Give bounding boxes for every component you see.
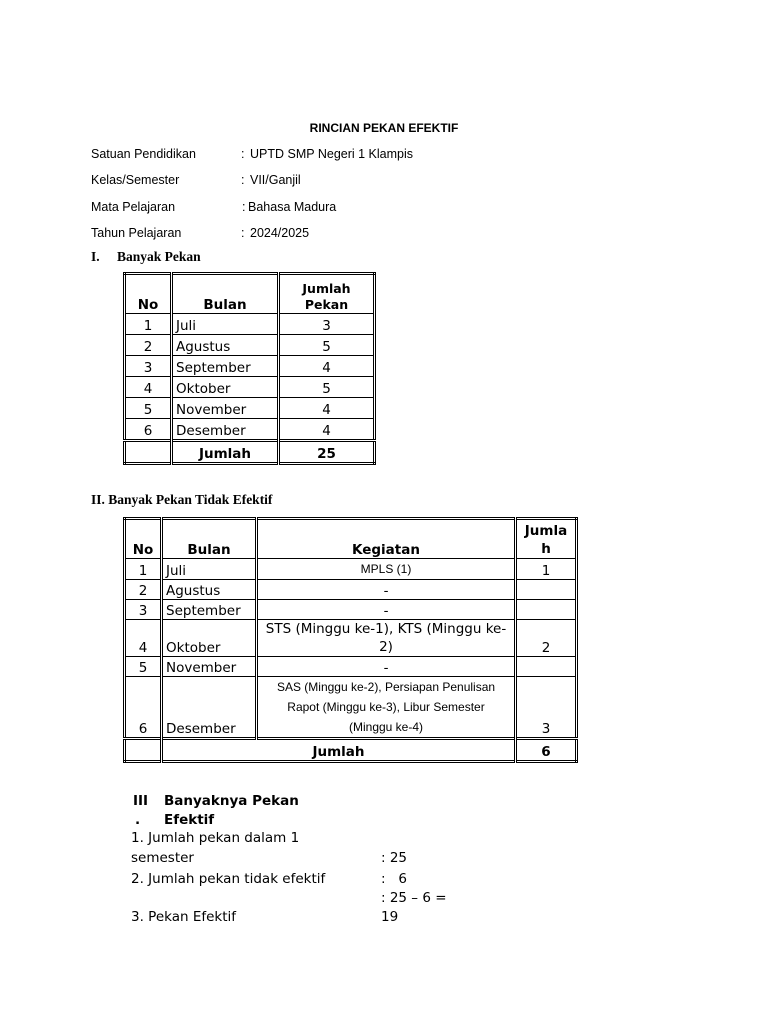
cell-bulan: November <box>162 657 257 677</box>
cell-kegiatan: STS (Minggu ke-1), KTS (Minggu ke-2) <box>257 620 516 657</box>
table-header-row <box>125 519 577 559</box>
cell-bulan: Agustus <box>172 335 279 356</box>
cell-bulan: Desember <box>162 677 257 739</box>
cell-jumlah: 4 <box>279 419 375 441</box>
cell-jumlah: 3 <box>279 314 375 335</box>
table-row <box>125 620 577 657</box>
cell-kegiatan: - <box>257 600 516 620</box>
header-no: No <box>125 519 162 559</box>
cell-jumlah: 4 <box>279 356 375 377</box>
cell-no: 6 <box>125 677 162 739</box>
info-label-mapel: Mata Pelajaran <box>91 200 176 214</box>
info-colon: : <box>242 200 246 214</box>
cell-jumlah: 5 <box>279 335 375 356</box>
cell-bulan: Oktober <box>162 620 257 657</box>
info-colon: : <box>241 226 245 240</box>
info-value-tahun: 2024/2025 <box>250 226 310 240</box>
header-jumlah-pekan: Jumlah Pekan <box>279 274 375 314</box>
effective-item-1-value: : 25 <box>381 850 408 866</box>
section-1-title: Banyak Pekan <box>117 249 201 264</box>
header-jumlah: Jumla h <box>516 519 577 559</box>
effective-item-1: 1. Jumlah pekan dalam 1 <box>131 830 300 846</box>
effective-item-3-value: : 25 – 6 = <box>381 890 447 906</box>
cell-jumlah <box>516 657 577 677</box>
header-bulan: Bulan <box>162 519 257 559</box>
cell-jumlah <box>516 580 577 600</box>
cell-jumlah: 1 <box>516 559 577 580</box>
cell-no: 4 <box>125 620 162 657</box>
section-3-title-line1: Banyaknya Pekan <box>164 793 299 809</box>
cell-no: 5 <box>125 398 172 419</box>
table-row <box>125 559 577 580</box>
header-bulan: Bulan <box>172 274 279 314</box>
total-empty-cell <box>125 441 172 464</box>
info-value-satuan: UPTD SMP Negeri 1 Klampis <box>250 147 414 161</box>
effective-item-3: 3. Pekan Efektif <box>131 909 237 925</box>
cell-no: 2 <box>125 580 162 600</box>
header-kegiatan: Kegiatan <box>257 519 516 559</box>
info-label-kelas: Kelas/Semester <box>91 173 180 187</box>
section-2-title: II. Banyak Pekan Tidak Efektif <box>91 492 273 507</box>
cell-no: 1 <box>125 314 172 335</box>
table-row <box>125 600 577 620</box>
table-row <box>125 335 375 356</box>
cell-jumlah: 2 <box>516 620 577 657</box>
cell-no: 1 <box>125 559 162 580</box>
pekan-tidak-efektif-table <box>123 517 578 763</box>
cell-bulan: Oktober <box>172 377 279 398</box>
cell-jumlah: 4 <box>279 398 375 419</box>
effective-item-2-value: : 6 <box>381 871 408 887</box>
cell-jumlah: 5 <box>279 377 375 398</box>
table-row <box>125 377 375 398</box>
table-row <box>125 419 375 441</box>
section-3-dot: . <box>135 812 141 828</box>
cell-no: 5 <box>125 657 162 677</box>
cell-bulan: September <box>172 356 279 377</box>
table-row <box>125 580 577 600</box>
header-no: No <box>125 274 172 314</box>
cell-kegiatan: - <box>257 580 516 600</box>
cell-kegiatan: SAS (Minggu ke-2), Persiapan Penulisan Rapot (Minggu ke-3), Libur Semester (Minggu ke-4) <box>276 680 496 734</box>
cell-bulan: September <box>162 600 257 620</box>
cell-no: 3 <box>125 356 172 377</box>
info-label-satuan: Satuan Pendidikan <box>91 147 196 161</box>
effective-item-3-result: 19 <box>381 909 399 925</box>
table-total-row <box>125 441 375 464</box>
section-3-number: III <box>133 793 149 809</box>
info-value-mapel: Bahasa Madura <box>248 200 337 214</box>
info-value-kelas: VII/Ganjil <box>250 173 301 187</box>
table-row <box>125 356 375 377</box>
cell-kegiatan: MPLS (1) <box>360 562 412 576</box>
table-row <box>125 677 577 739</box>
cell-no: 6 <box>125 419 172 441</box>
info-label-tahun: Tahun Pelajaran <box>91 226 182 240</box>
document-title: RINCIAN PEKAN EFEKTIF <box>309 121 459 135</box>
cell-jumlah <box>516 600 577 620</box>
section-1-number: I. <box>91 249 100 264</box>
table-row <box>125 314 375 335</box>
info-colon: : <box>241 173 245 187</box>
effective-item-2: 2. Jumlah pekan tidak efektif <box>131 871 326 887</box>
section-3-title-line2: Efektif <box>164 812 215 828</box>
cell-kegiatan: - <box>257 657 516 677</box>
table-total-row <box>125 739 577 762</box>
cell-no: 2 <box>125 335 172 356</box>
banyak-pekan-table <box>123 272 376 465</box>
table-row <box>125 657 577 677</box>
cell-bulan: Juli <box>172 314 279 335</box>
cell-bulan: November <box>172 398 279 419</box>
total-label: Jumlah <box>172 441 279 464</box>
cell-bulan: Agustus <box>162 580 257 600</box>
cell-no: 3 <box>125 600 162 620</box>
cell-bulan: Desember <box>172 419 279 441</box>
cell-jumlah: 3 <box>516 677 577 739</box>
total-value: 25 <box>279 441 375 464</box>
info-colon: : <box>241 147 245 161</box>
cell-no: 4 <box>125 377 172 398</box>
total-label: Jumlah <box>162 739 516 762</box>
cell-bulan: Juli <box>162 559 257 580</box>
table-row <box>125 398 375 419</box>
table-header-row <box>125 274 375 314</box>
total-value: 6 <box>516 739 577 762</box>
total-empty-cell <box>125 739 162 762</box>
effective-item-1-cont: semester <box>131 850 194 866</box>
